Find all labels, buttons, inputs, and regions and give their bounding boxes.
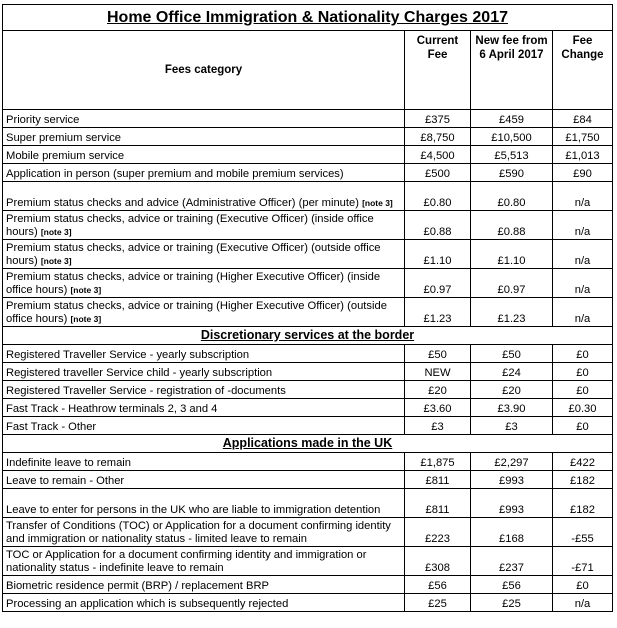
fee-category-label: Fast Track - Other xyxy=(6,421,97,433)
fee-category-label: Registered Traveller Service - registration of -documents xyxy=(6,385,286,397)
table-row xyxy=(3,381,613,399)
fee-category-cell xyxy=(3,417,405,435)
fee-category-label: Premium status checks and advice (Administrative Officer) (per minute) xyxy=(6,197,359,209)
new-fee-cell: £993 xyxy=(471,489,553,518)
current-fee-cell: £1.23 xyxy=(405,298,471,327)
section-heading-row xyxy=(3,435,613,453)
new-fee-cell: £50 xyxy=(471,345,553,363)
fee-category-cell xyxy=(3,128,405,146)
table-row xyxy=(3,211,613,240)
table-row xyxy=(3,363,613,381)
new-fee-cell: £2,297 xyxy=(471,453,553,471)
header-current-line-2: Fee xyxy=(427,49,448,61)
fee-category-label: Premium status checks, advice or training (Higher Executive Officer) (outside office hours) xyxy=(6,300,387,325)
header-new-line-2: 6 April 2017 xyxy=(479,49,544,61)
fee-category-label: Transfer of Conditions (TOC) or Application for a document confirming identity and immigration or nationality status - limited leave to remain xyxy=(6,520,391,545)
new-fee-cell: £10,500 xyxy=(471,128,553,146)
section-heading: Discretionary services at the border xyxy=(3,327,613,345)
table-row xyxy=(3,453,613,471)
fee-category-label: Super premium service xyxy=(6,132,122,144)
current-fee-cell: £1,875 xyxy=(405,453,471,471)
new-fee-cell: £0.97 xyxy=(471,269,553,298)
note-reference: [note 3] xyxy=(40,256,72,266)
table-row xyxy=(3,576,613,594)
current-fee-cell: £50 xyxy=(405,345,471,363)
table-row xyxy=(3,471,613,489)
fee-category-label: Application in person (super premium and mobile premium services) xyxy=(6,168,344,180)
section-heading-row xyxy=(3,327,613,345)
fee-change-cell: £0 xyxy=(553,381,613,399)
table-row xyxy=(3,399,613,417)
current-fee-cell: £223 xyxy=(405,518,471,547)
current-fee-cell: £308 xyxy=(405,547,471,576)
fee-category-cell xyxy=(3,594,405,612)
fee-category-cell xyxy=(3,453,405,471)
fee-change-cell: n/a xyxy=(553,182,613,211)
document-title: Home Office Immigration & Nationality Charges 2017 xyxy=(3,5,613,31)
new-fee-cell: £590 xyxy=(471,164,553,182)
header-change-line-1: Fee xyxy=(572,35,593,47)
new-fee-cell: £3.90 xyxy=(471,399,553,417)
header-fee-change xyxy=(553,31,613,110)
current-fee-cell: £0.80 xyxy=(405,182,471,211)
fee-change-cell: n/a xyxy=(553,240,613,269)
current-fee-cell: £375 xyxy=(405,110,471,128)
new-fee-cell: £5,513 xyxy=(471,146,553,164)
section-heading: Applications made in the UK xyxy=(3,435,613,453)
fee-category-cell xyxy=(3,211,405,240)
new-fee-cell: £237 xyxy=(471,547,553,576)
current-fee-cell: £0.88 xyxy=(405,211,471,240)
fees-table xyxy=(2,4,613,612)
note-reference: [note 3] xyxy=(70,285,102,295)
table-row xyxy=(3,164,613,182)
new-fee-cell: £0.88 xyxy=(471,211,553,240)
table-row xyxy=(3,128,613,146)
header-new-fee xyxy=(471,31,553,110)
fee-category-cell xyxy=(3,399,405,417)
fee-category-label: TOC or Application for a document confirming identity and immigration or nationality status - indefinite leave to remain xyxy=(6,549,367,574)
header-current-line-1: Current xyxy=(416,35,459,47)
table-row xyxy=(3,240,613,269)
note-reference: [note 3] xyxy=(362,198,393,208)
fee-category-cell xyxy=(3,345,405,363)
fee-category-label: Mobile premium service xyxy=(6,150,125,162)
fee-change-cell: £422 xyxy=(553,453,613,471)
fee-category-cell xyxy=(3,110,405,128)
fee-category-cell xyxy=(3,146,405,164)
current-fee-cell: £811 xyxy=(405,489,471,518)
header-fees-category: Fees category xyxy=(3,31,405,110)
fee-category-label: Leave to enter for persons in the UK who are liable to immigration detention xyxy=(6,504,381,516)
table-row xyxy=(3,518,613,547)
table-row xyxy=(3,298,613,327)
fee-category-label: Registered traveller Service child - yearly subscription xyxy=(6,367,273,379)
fee-change-cell: £0 xyxy=(553,345,613,363)
new-fee-cell: £56 xyxy=(471,576,553,594)
current-fee-cell: £3 xyxy=(405,417,471,435)
fee-change-cell: £0 xyxy=(553,417,613,435)
fee-category-label: Processing an application which is subsequently rejected xyxy=(6,598,289,610)
fee-change-cell: £182 xyxy=(553,489,613,518)
fee-category-label: Biometric residence permit (BRP) / replacement BRP xyxy=(6,580,269,592)
fee-change-cell: £90 xyxy=(553,164,613,182)
new-fee-cell: £25 xyxy=(471,594,553,612)
fee-change-cell: -£71 xyxy=(553,547,613,576)
fee-category-label: Indefinite leave to remain xyxy=(6,457,132,469)
fee-category-cell xyxy=(3,164,405,182)
new-fee-cell: £20 xyxy=(471,381,553,399)
new-fee-cell: £1.23 xyxy=(471,298,553,327)
current-fee-cell: £4,500 xyxy=(405,146,471,164)
fee-change-cell: -£55 xyxy=(553,518,613,547)
fee-category-cell xyxy=(3,182,405,211)
new-fee-cell: £168 xyxy=(471,518,553,547)
new-fee-cell: £3 xyxy=(471,417,553,435)
fee-change-cell: £182 xyxy=(553,471,613,489)
current-fee-cell: £25 xyxy=(405,594,471,612)
current-fee-cell: £1.10 xyxy=(405,240,471,269)
table-row xyxy=(3,182,613,211)
note-reference: [note 3] xyxy=(70,314,102,324)
fee-category-cell xyxy=(3,547,405,576)
table-row xyxy=(3,547,613,576)
current-fee-cell: £56 xyxy=(405,576,471,594)
new-fee-cell: £24 xyxy=(471,363,553,381)
fee-category-label: Fast Track - Heathrow terminals 2, 3 and 4 xyxy=(6,403,218,415)
fee-change-cell: £0 xyxy=(553,363,613,381)
fee-category-label: Premium status checks, advice or training (Higher Executive Officer) (inside office hours) xyxy=(6,271,381,296)
table-row xyxy=(3,345,613,363)
table-row xyxy=(3,489,613,518)
fee-category-label: Premium status checks, advice or training (Executive Officer) (outside office hours) xyxy=(6,242,381,267)
note-reference: [note 3] xyxy=(40,227,72,237)
fee-category-cell xyxy=(3,489,405,518)
current-fee-cell: £811 xyxy=(405,471,471,489)
fee-category-cell xyxy=(3,576,405,594)
header-current-fee xyxy=(405,31,471,110)
fee-category-label: Priority service xyxy=(6,114,80,126)
new-fee-cell: £459 xyxy=(471,110,553,128)
current-fee-cell: £3.60 xyxy=(405,399,471,417)
current-fee-cell: £500 xyxy=(405,164,471,182)
fee-category-cell xyxy=(3,298,405,327)
fee-category-label: Leave to remain - Other xyxy=(6,475,125,487)
new-fee-cell: £993 xyxy=(471,471,553,489)
fee-change-cell: n/a xyxy=(553,594,613,612)
fee-change-cell: £0 xyxy=(553,576,613,594)
fee-change-cell: £0.30 xyxy=(553,399,613,417)
current-fee-cell: £0.97 xyxy=(405,269,471,298)
fee-category-cell xyxy=(3,381,405,399)
fee-change-cell: £84 xyxy=(553,110,613,128)
fee-category-cell xyxy=(3,518,405,547)
new-fee-cell: £1.10 xyxy=(471,240,553,269)
table-row xyxy=(3,110,613,128)
fee-category-cell xyxy=(3,363,405,381)
header-change-line-2: Change xyxy=(561,49,604,61)
fee-category-cell xyxy=(3,471,405,489)
current-fee-cell: £20 xyxy=(405,381,471,399)
table-row xyxy=(3,594,613,612)
fee-category-label: Premium status checks, advice or training (Executive Officer) (inside office hours) xyxy=(6,213,374,238)
fee-change-cell: n/a xyxy=(553,298,613,327)
fees-document xyxy=(2,4,612,612)
fee-change-cell: £1,013 xyxy=(553,146,613,164)
current-fee-cell: £8,750 xyxy=(405,128,471,146)
table-row xyxy=(3,146,613,164)
fee-category-label: Registered Traveller Service - yearly subscription xyxy=(6,349,250,361)
fee-change-cell: n/a xyxy=(553,211,613,240)
new-fee-cell: £0.80 xyxy=(471,182,553,211)
fee-category-cell xyxy=(3,269,405,298)
header-new-line-1: New fee from xyxy=(475,35,548,47)
fee-category-cell xyxy=(3,240,405,269)
table-row xyxy=(3,269,613,298)
fee-change-cell: £1,750 xyxy=(553,128,613,146)
table-row xyxy=(3,417,613,435)
fee-change-cell: n/a xyxy=(553,269,613,298)
current-fee-cell: NEW xyxy=(405,363,471,381)
